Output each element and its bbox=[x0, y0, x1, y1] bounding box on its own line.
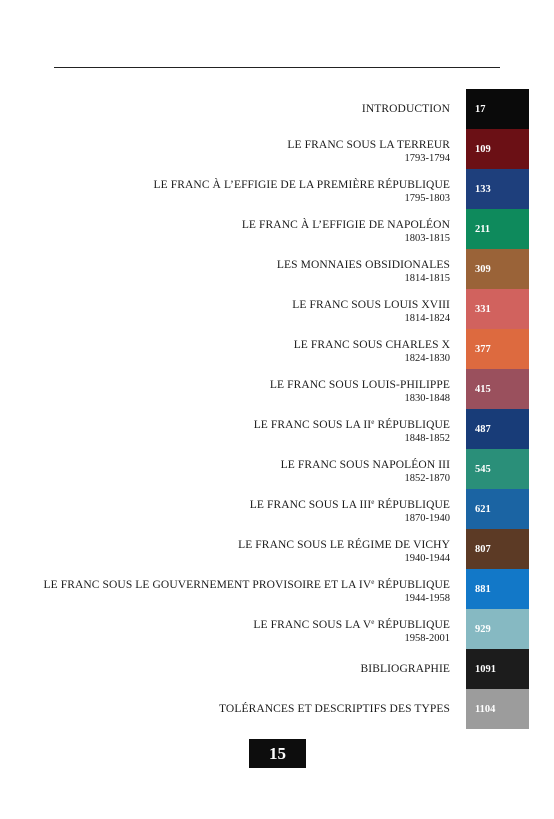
page-tab-number: 415 bbox=[475, 383, 491, 395]
toc-entry-text bbox=[253, 619, 450, 645]
table-of-contents bbox=[0, 89, 554, 729]
toc-entry-text bbox=[254, 419, 450, 445]
toc-entry[interactable] bbox=[0, 609, 554, 649]
toc-entry-dates: 1940-1944 bbox=[404, 553, 450, 564]
toc-entry-text bbox=[361, 663, 450, 676]
top-rule bbox=[54, 67, 500, 68]
toc-entry-title: LE FRANC À L’EFFIGIE DE NAPOLÉON bbox=[241, 219, 450, 231]
toc-entry-title bbox=[253, 619, 450, 632]
page-tab-number: 109 bbox=[475, 143, 491, 155]
toc-entry[interactable] bbox=[0, 329, 554, 369]
page-number bbox=[249, 739, 306, 768]
page-tab[interactable] bbox=[466, 129, 529, 169]
toc-entry-dates: 1848-1852 bbox=[404, 433, 450, 444]
page-tab-number: 881 bbox=[475, 583, 491, 595]
toc-entry-title: LE FRANC SOUS LE RÉGIME DE VICHY bbox=[238, 539, 450, 551]
toc-entry-title: LE FRANC SOUS NAPOLÉON III bbox=[280, 459, 450, 471]
page-tab[interactable] bbox=[466, 449, 529, 489]
toc-entry-title-part: RÉPUBLIQUE bbox=[374, 499, 450, 511]
page-tab-number: 211 bbox=[475, 223, 491, 235]
toc-entry[interactable] bbox=[0, 89, 554, 129]
page-tab-number: 807 bbox=[475, 543, 491, 555]
toc-entry[interactable] bbox=[0, 289, 554, 329]
toc-entry[interactable] bbox=[0, 649, 554, 689]
page-tab[interactable] bbox=[466, 329, 529, 369]
page-tab[interactable] bbox=[466, 689, 529, 729]
toc-entry-dates: 1814-1815 bbox=[404, 273, 450, 284]
toc-entry-title-part: LE FRANC SOUS LA II bbox=[253, 419, 372, 431]
toc-entry-title: LES MONNAIES OBSIDIONALES bbox=[276, 259, 450, 271]
page-tab-number: 17 bbox=[475, 103, 486, 115]
toc-entry-title: LE FRANC SOUS LOUIS XVIII bbox=[292, 299, 450, 311]
toc-entry-text bbox=[238, 539, 450, 565]
toc-entry[interactable] bbox=[0, 689, 554, 729]
toc-entry-dates: 1944-1958 bbox=[404, 593, 450, 604]
toc-entry-dates: 1830-1848 bbox=[404, 393, 450, 404]
toc-entry-title-part: LE FRANC SOUS LA V bbox=[253, 619, 372, 631]
toc-entry-text bbox=[43, 579, 450, 605]
toc-entry-title-part: LE FRANC SOUS LE GOUVERNEMENT PROVISOIRE ET LA IV bbox=[43, 579, 372, 591]
toc-entry[interactable] bbox=[0, 169, 554, 209]
page-tab[interactable] bbox=[466, 649, 529, 689]
page-tab-number: 133 bbox=[475, 183, 491, 195]
page-tab[interactable] bbox=[466, 489, 529, 529]
toc-entry-title: LE FRANC SOUS LA TERREUR bbox=[287, 139, 450, 151]
page-tab-number: 929 bbox=[475, 623, 491, 635]
toc-entry-dates: 1824-1830 bbox=[404, 353, 450, 364]
toc-entry-title: LE FRANC SOUS CHARLES X bbox=[293, 339, 450, 351]
page-tab-number: 331 bbox=[475, 303, 491, 315]
page-tab-number: 1091 bbox=[475, 663, 496, 675]
toc-entry-dates: 1852-1870 bbox=[404, 473, 450, 484]
page-tab[interactable] bbox=[466, 529, 529, 569]
page-tab[interactable] bbox=[466, 569, 529, 609]
toc-entry[interactable] bbox=[0, 209, 554, 249]
toc-entry-text bbox=[292, 299, 450, 325]
page-tab-number: 621 bbox=[475, 503, 491, 515]
toc-entry-text bbox=[154, 179, 450, 205]
page-tab-number: 1104 bbox=[475, 703, 496, 715]
toc-entry-title bbox=[250, 499, 450, 512]
toc-entry-title-superscript: e bbox=[371, 578, 375, 586]
toc-entry-text bbox=[277, 259, 450, 285]
toc-entry-dates: 1958-2001 bbox=[404, 633, 450, 644]
page-tab[interactable] bbox=[466, 369, 529, 409]
toc-entry-title: LE FRANC SOUS LOUIS-PHILIPPE bbox=[269, 379, 450, 391]
toc-entry-title: INTRODUCTION bbox=[361, 103, 450, 115]
toc-entry-title-part: LE FRANC SOUS LA III bbox=[249, 499, 372, 511]
toc-entry[interactable] bbox=[0, 529, 554, 569]
page-tab-number: 377 bbox=[475, 343, 491, 355]
toc-entry-title bbox=[254, 419, 450, 432]
toc-entry[interactable] bbox=[0, 369, 554, 409]
page-tab[interactable] bbox=[466, 169, 529, 209]
toc-entry-title bbox=[43, 579, 450, 592]
toc-entry[interactable] bbox=[0, 129, 554, 169]
toc-entry-text bbox=[219, 703, 450, 716]
page-number-label: 15 bbox=[269, 743, 286, 763]
toc-entry-text bbox=[294, 339, 450, 365]
page-tab[interactable] bbox=[466, 89, 529, 129]
toc-entry[interactable] bbox=[0, 409, 554, 449]
toc-entry[interactable] bbox=[0, 249, 554, 289]
toc-entry[interactable] bbox=[0, 489, 554, 529]
toc-entry-dates: 1870-1940 bbox=[404, 513, 450, 524]
toc-entry-title-part: RÉPUBLIQUE bbox=[374, 419, 450, 431]
page-tab-number: 487 bbox=[475, 423, 491, 435]
toc-entry-text bbox=[287, 139, 450, 165]
toc-entry-dates: 1803-1815 bbox=[404, 233, 450, 244]
page-tab[interactable] bbox=[466, 409, 529, 449]
toc-entry-title-superscript: e bbox=[371, 618, 375, 626]
toc-entry-title-part: RÉPUBLIQUE bbox=[374, 619, 450, 631]
page-tab[interactable] bbox=[466, 609, 529, 649]
toc-entry-dates: 1795-1803 bbox=[404, 193, 450, 204]
toc-entry-title: TOLÉRANCES ET DESCRIPTIFS DES TYPES bbox=[219, 703, 450, 715]
page-tab[interactable] bbox=[466, 249, 529, 289]
page-tab[interactable] bbox=[466, 289, 529, 329]
page-tab[interactable] bbox=[466, 209, 529, 249]
toc-entry-title-part: RÉPUBLIQUE bbox=[374, 579, 450, 591]
toc-entry-dates: 1814-1824 bbox=[404, 313, 450, 324]
toc-entry-text bbox=[250, 499, 450, 525]
page-tab-number: 309 bbox=[475, 263, 491, 275]
toc-entry[interactable] bbox=[0, 569, 554, 609]
toc-entry-text bbox=[281, 459, 450, 485]
toc-entry-title-superscript: e bbox=[371, 498, 375, 506]
toc-entry-text bbox=[270, 379, 450, 405]
toc-entry-title: BIBLIOGRAPHIE bbox=[360, 663, 450, 675]
toc-entry-dates: 1793-1794 bbox=[404, 153, 450, 164]
page-tab-number: 545 bbox=[475, 463, 491, 475]
toc-entry-title-superscript: e bbox=[371, 418, 375, 426]
toc-entry[interactable] bbox=[0, 449, 554, 489]
toc-entry-text bbox=[362, 103, 450, 116]
toc-entry-text bbox=[242, 219, 450, 245]
toc-entry-title: LE FRANC À L’EFFIGIE DE LA PREMIÈRE RÉPUBLIQUE bbox=[153, 179, 450, 191]
